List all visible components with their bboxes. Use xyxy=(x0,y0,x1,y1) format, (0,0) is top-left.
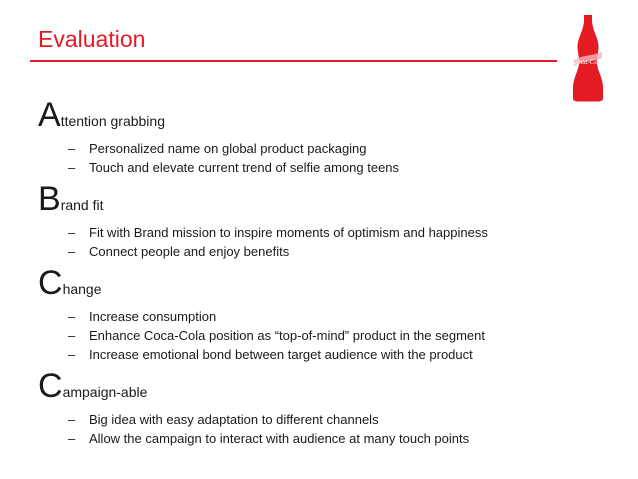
bullet-text: Enhance Coca-Cola position as “top-of-mind” product in the segment xyxy=(89,328,485,343)
list-item xyxy=(68,242,618,261)
slide-title: Evaluation xyxy=(38,26,146,52)
section-campaign-able xyxy=(38,369,618,448)
section-heading-text: hange xyxy=(62,281,102,297)
section-initial: C xyxy=(38,264,63,302)
bullet-list xyxy=(68,223,618,261)
bullet-list xyxy=(68,410,618,448)
bullet-text: Increase consumption xyxy=(89,309,217,324)
content-area xyxy=(38,98,618,448)
section-heading-text: ttention grabbing xyxy=(60,113,165,129)
section-heading xyxy=(38,182,618,216)
bullet-dash: – xyxy=(68,160,76,175)
coca-cola-bottle-icon xyxy=(570,14,606,102)
bullet-dash: – xyxy=(68,431,76,446)
list-item xyxy=(68,223,618,242)
bullet-text: Fit with Brand mission to inspire moments of optimism and happiness xyxy=(89,225,488,240)
list-item xyxy=(68,345,618,364)
section-heading xyxy=(38,98,618,132)
bullet-text: Big idea with easy adaptation to different channels xyxy=(89,412,379,427)
section-brand-fit xyxy=(38,182,618,261)
list-item xyxy=(68,307,618,326)
section-heading xyxy=(38,369,618,403)
bottle-logo-text: Coca-Cola xyxy=(572,59,604,66)
bullet-dash: – xyxy=(68,225,76,240)
list-item xyxy=(68,429,618,448)
bullet-dash: – xyxy=(68,141,76,156)
bullet-dash: – xyxy=(68,347,76,362)
bullet-list xyxy=(68,139,618,177)
section-initial: B xyxy=(38,180,61,218)
section-attention-grabbing xyxy=(38,98,618,177)
bullet-dash: – xyxy=(68,244,76,259)
bullet-dash: – xyxy=(68,412,76,427)
bullet-list xyxy=(68,307,618,364)
list-item xyxy=(68,158,618,177)
title-rule xyxy=(30,60,557,62)
section-heading-text: ampaign-able xyxy=(62,384,148,400)
section-initial: C xyxy=(38,367,63,405)
section-heading-text: rand fit xyxy=(60,197,104,213)
section-change xyxy=(38,266,618,364)
section-initial: A xyxy=(38,96,61,134)
bullet-text: Increase emotional bond between target audience with the product xyxy=(89,347,473,362)
bullet-text: Connect people and enjoy benefits xyxy=(89,244,290,259)
bullet-dash: – xyxy=(68,309,76,324)
bullet-text: Touch and elevate current trend of selfie among teens xyxy=(89,160,400,175)
list-item xyxy=(68,326,618,345)
bullet-text: Allow the campaign to interact with audience at many touch points xyxy=(89,431,470,446)
section-heading xyxy=(38,266,618,300)
list-item xyxy=(68,139,618,158)
list-item xyxy=(68,410,618,429)
bullet-text: Personalized name on global product packaging xyxy=(89,141,367,156)
bullet-dash: – xyxy=(68,328,76,343)
